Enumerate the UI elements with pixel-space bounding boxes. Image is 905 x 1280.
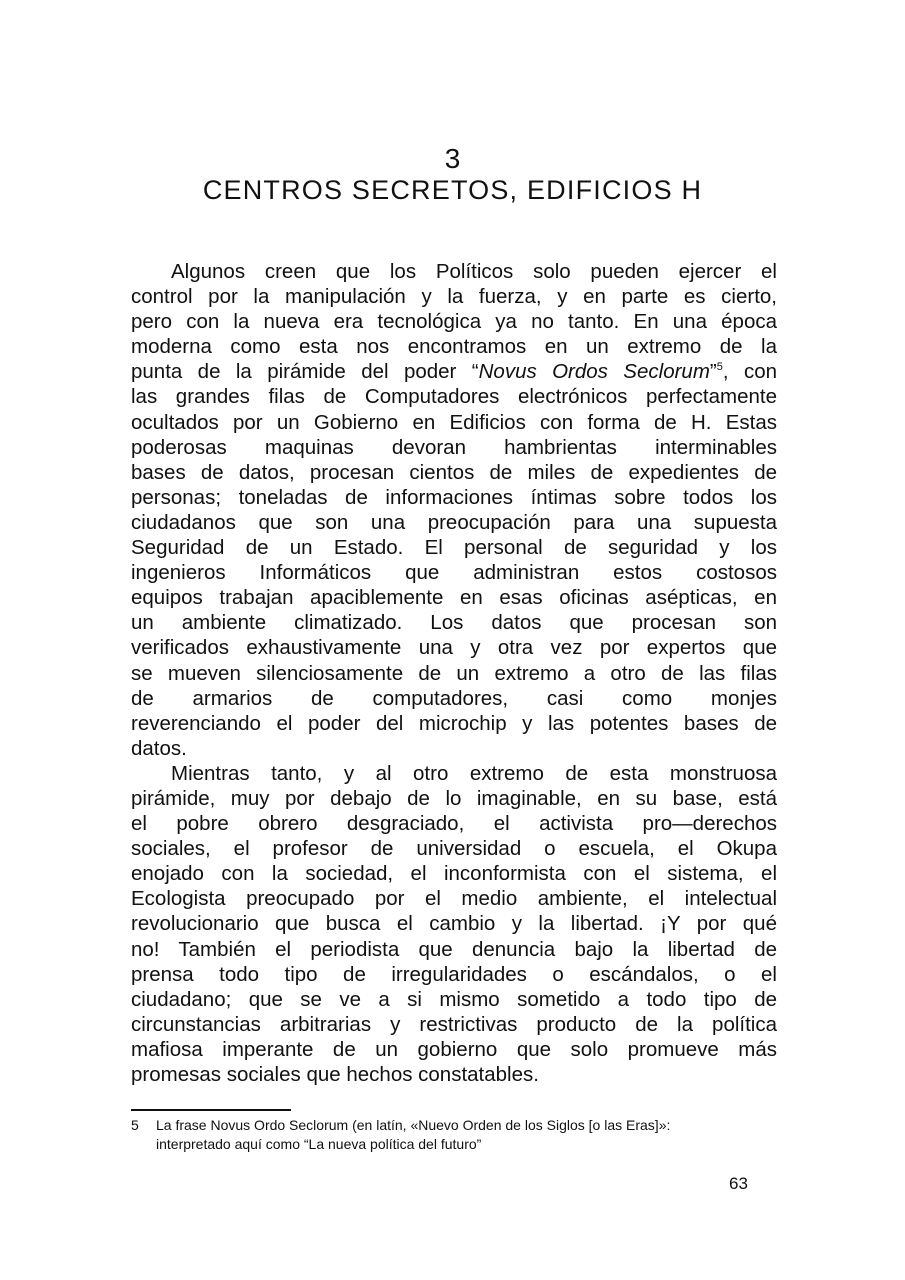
text-line: control por la manipulación y la fuerza, y en parte es cierto, — [131, 285, 777, 309]
text-line: personas; toneladas de informaciones íntimas sobre todos los — [131, 485, 777, 509]
text-fragment: ” — [709, 360, 717, 384]
text-line: no! También el periodista que denuncia bajo la libertad de — [131, 937, 777, 961]
page-number: 63 — [729, 1174, 748, 1193]
footnote-line: La frase Novus Ordo Seclorum (en latín, «Nuevo Orden de los Siglos [o las Eras]»: — [156, 1117, 671, 1133]
text-line: un ambiente climatizado. Los datos que procesan son — [131, 611, 777, 635]
text-line: Mientras tanto, y al otro extremo de esta monstruosa — [171, 761, 777, 785]
text-line: pero con la nueva era tecnológica ya no tanto. En una época — [131, 310, 777, 334]
text-line: moderna como esta nos encontramos en un extremo de la — [131, 335, 777, 359]
text-line: equipos trabajan apaciblemente en esas oficinas asépticas, en — [131, 586, 777, 610]
text-line: mafiosa imperante de un gobierno que solo promueve más — [131, 1037, 777, 1061]
text-line — [131, 359, 777, 384]
chapter-number: 3 — [444, 143, 461, 174]
text-line: sociales, el profesor de universidad o escuela, el Okupa — [131, 837, 777, 861]
text-line: prensa todo tipo de irregularidades o escándalos, o el — [131, 962, 777, 986]
italic-phrase: Novus Ordos Seclorum — [478, 360, 710, 384]
text-line: bases de datos, procesan cientos de miles de expedientes de — [131, 460, 777, 484]
text-line: las grandes filas de Computadores electrónicos perfectamente — [131, 385, 777, 409]
text-line: se mueven silenciosamente de un extremo a otro de las filas — [131, 661, 777, 685]
text-line: pirámide, muy por debajo de lo imaginable, en su base, está — [131, 786, 777, 810]
text-line: verificados exhaustivamente una y otra vez por expertos que — [131, 636, 777, 660]
text-line: ocultados por un Gobierno en Edificios con forma de H. Estas — [131, 410, 777, 434]
text-line: ciudadano; que se ve a si mismo sometido a todo tipo de — [131, 987, 777, 1011]
text-line: ciudadanos que son una preocupación para una supuesta — [131, 510, 777, 534]
text-line: ingenieros Informáticos que administran estos costosos — [131, 561, 777, 585]
text-line: datos. — [131, 736, 187, 760]
text-line: Algunos creen que los Políticos solo pueden ejercer el — [171, 260, 777, 283]
text-line: enojado con la sociedad, el inconformista con el sistema, el — [131, 862, 777, 886]
footnote-number: 5 — [131, 1117, 139, 1133]
footnote-divider — [131, 1109, 291, 1111]
text-fragment: punta de la pirámide del poder “ — [131, 360, 479, 384]
footnote — [131, 1116, 670, 1154]
text-line: de armarios de computadores, casi como monjes — [131, 686, 777, 710]
body-text — [131, 259, 777, 1087]
text-line: Ecologista preocupado por el medio ambiente, el intelectual — [131, 887, 777, 911]
text-line: Seguridad de un Estado. El personal de seguridad y los — [131, 536, 777, 560]
text-line: reverenciando el poder del microchip y las potentes bases de — [131, 711, 777, 735]
footnote-line: interpretado aquí como “La nueva política del futuro” — [156, 1136, 482, 1152]
text-line: poderosas maquinas devoran hambrientas interminables — [131, 435, 777, 459]
text-line: el pobre obrero desgraciado, el activista pro—derechos — [131, 812, 777, 836]
text-fragment: , con — [722, 360, 777, 384]
text-line: revolucionario que busca el cambio y la libertad. ¡Y por qué — [131, 912, 777, 936]
chapter-title: CENTROS SECRETOS, EDIFICIOS H — [202, 175, 703, 205]
text-line: promesas sociales que hechos constatables. — [131, 1063, 539, 1086]
footnote-ref[interactable]: 5 — [716, 361, 723, 374]
text-line: circunstancias arbitrarias y restrictivas producto de la política — [131, 1012, 777, 1036]
